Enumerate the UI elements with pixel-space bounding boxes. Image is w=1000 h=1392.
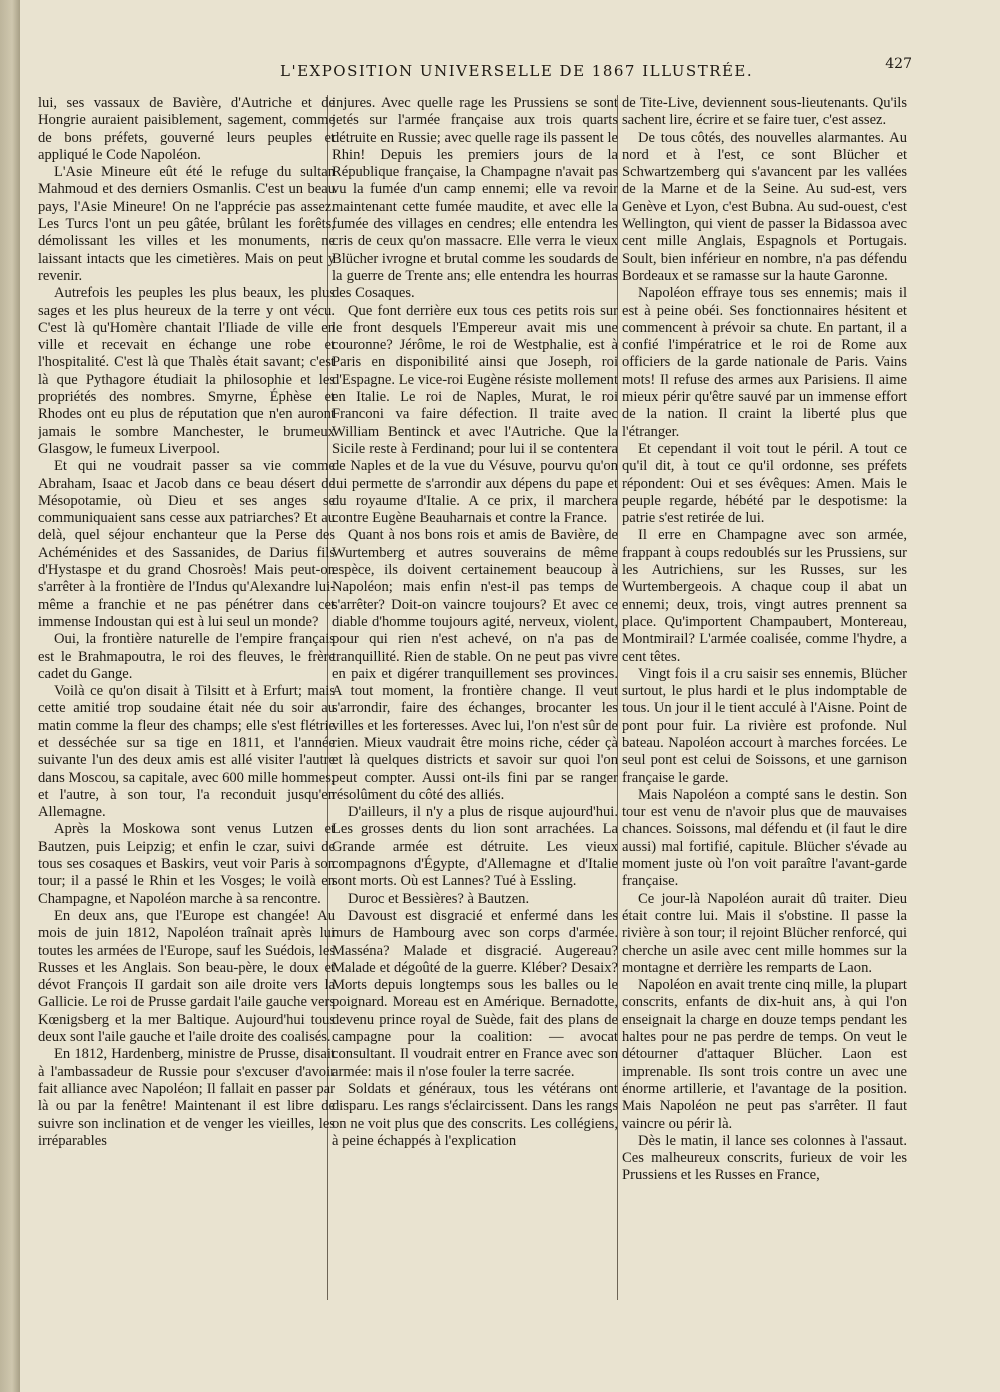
text-column-3 [622, 95, 907, 1300]
paragraph: Voilà ce qu'on disait à Tilsitt et à Erfurt; mais cette amitié trop soudaine était née du soir au matin comme la fleur des champs; elle s'est flétrie et desséchée sur sa tige en 1811, et l'année suivante l'un des deux amis est allé visiter l'autre dans Moscou, sa capitale, avec 600 mille hommes; et l'autre, à son tour, l'a reconduit jusqu'en Allemagne. [38, 683, 335, 821]
paragraph: Dès le matin, il lance ses colonnes à l'assaut. Ces malheureux conscrits, furieux de voir les Prussiens et les Russes en France, [622, 1132, 907, 1184]
paragraph: Duroc et Bessières? à Bautzen. [348, 890, 530, 907]
paragraph: de Tite-Live, deviennent sous-lieutenants. Qu'ils sachent lire, écrire et se faire tuer, c'est assez. [622, 95, 907, 129]
paragraph: L'Asie Mineure eût été le refuge du sultan Mahmoud et des derniers Osmanlis. C'est un beau pays, l'Asie Mineure! On ne l'apprécie pas assez. Les Turcs l'ont un peu gâtée, brûlant les forêts, démolissant les villes et les monuments, ne laissant intacts que les cimetières. Mais on peut y revenir. [38, 164, 335, 284]
newspaper-page [20, 0, 1000, 1392]
paragraph: Mais Napoléon a compté sans le destin. Son tour est venu de n'avoir plus que de mauvaises chances. Soissons, mal défendu et (il faut le dire aussi) mal fortifié, capitule. Blücher s'évade au moment juste où l'on voit paraître l'avant-garde française. [622, 786, 907, 890]
paragraph: Autrefois les peuples les plus beaux, les plus sages et les plus heureux de la terre y ont vécu. C'est là qu'Homère chantait l'Iliade de ville en ville et recevait en échange une robe et l'hospitalité. C'est là que Thalès était savant; c'est là que Pythagore étudiait la philosophie et les propriétés des nombres. Smyrne, Éphèse et Rhodes ont eu plus de réputation que n'en auront jamais le sombre Manchester, le brumeux Glasgow, le fumeux Liverpool. [38, 285, 335, 457]
paragraph: Soldats et généraux, tous les vétérans ont disparu. Les rangs s'éclaircissent. Dans les rangs on ne voit plus que des conscrits. Les collégiens, à peine échappés à l'explication [332, 1080, 618, 1149]
paragraph: Napoléon effraye tous ses ennemis; mais il est à peine obéi. Ses fonctionnaires hésitent et commencent à prévoir sa chute. En partant, il a confié l'impératrice et le roi de Rome aux officiers de la garde nationale de Paris. Vains mots! Il refuse des armes aux Parisiens. Il aime mieux périr qu'être sauvé par un immense effort de la nation. Il craint la liberté plus que l'étranger. [622, 285, 907, 440]
paragraph: D'ailleurs, il n'y a plus de risque aujourd'hui. Les grosses dents du lion sont arrachées. La Grande armée est détruite. Les vieux compagnons d'Égypte, d'Allemagne et d'Italie sont morts. Où est Lannes? Tué à Essling. [332, 804, 618, 890]
paragraph: Que font derrière eux tous ces petits rois sur le front desquels l'Empereur avait mis une couronne? Jérôme, le roi de Westphalie, est à Paris en disponibilité ainsi que Joseph, roi d'Espagne. Le vice-roi Eugène résiste mollement en Italie. Le roi de Naples, Murat, le roi Franconi va faire défection. Il traite avec William Bentinck et avec l'Autriche. Que la Sicile reste à Ferdinand; pour lui il se contentera de Naples et de la vue du Vésuve, pourvu qu'on lui permette de s'arrondir aux dépens du pape et du royaume d'Italie. A ce prix, il marchera contre Eugène Beauharnais et contre la France. [332, 302, 618, 527]
paragraph: En deux ans, que l'Europe est changée! Au mois de juin 1812, Napoléon traînait après lui toutes les armées de l'Europe, sauf les Suédois, les Russes et les Anglais. Son beau-père, le doux et dévot François II gardait son aile droite vers la Gallicie. Le roi de Prusse gardait l'aile gauche vers Kœnigsberg et la mer Baltique. Aujourd'hui tous deux sont l'aile gauche et l'aile droite des coalisés. [38, 907, 335, 1046]
page-header [252, 56, 912, 86]
paragraph: Il erre en Champagne avec son armée, frappant à coups redoublés sur les Prussiens, sur les Autrichiens, sur les Russes, sur les Wurtembergeois. A chaque coup il abat un ennemi; deux, trois, vingt autres prennent sa place. Qu'importent Champaubert, Montereau, Montmirail? L'armée coalisée, comme l'hydre, a cent têtes. [622, 527, 907, 665]
paragraph: injures. Avec quelle rage les Prussiens se sont jetés sur l'armée française aux trois quarts détruite en Russie; avec quelle rage ils passent le Rhin! Depuis les premiers jours de la République française, la Champagne n'avait pas vu la fumée d'un camp ennemi; elle va revoir maintenant cette fumée maudite, et avec elle la fumée des villages en cendres; elle entendra les cris de ceux qu'on massacre. Elle verra le vieux Blücher ivrogne et brutal comme les soudards de la guerre de Trente ans; elle entendra les hourras des Cosaques. [332, 95, 618, 302]
paragraph: Et qui ne voudrait passer sa vie comme Abraham, Isaac et Jacob dans ce beau désert de Mésopotamie, où Dieu et ses anges se communiquaient sans cesse aux patriarches? Et au delà, quel séjour enchanteur que la Perse des Achéménides et des Sassanides, de Darius fils d'Hystaspe et du grand Chosroès! Mais peut-on s'arrêter à la frontière de l'Indus qu'Alexandre lui-même a franchie et ne pas pénétrer dans cet immense Indoustan qui est à lui seul un monde? [38, 458, 335, 630]
paragraph: Après la Moskowa sont venus Lutzen et Bautzen, puis Leipzig; et enfin le czar, suivi de tous ses cosaques et Baskirs, veut voir Paris à son tour; il a passé le Rhin et les Vosges; le voilà en Champagne, et Napoléon marche à sa rencontre. [38, 821, 335, 907]
paragraph: Davoust est disgracié et enfermé dans les murs de Hambourg avec son corps d'armée. Masséna? Malade et disgracié. Augereau? Malade et dégoûté de la guerre. Kléber? Desaix? Morts depuis longtemps sous les balles ou le poignard. Moreau est en Amérique. Bernadotte, devenu prince royal de Suède, fait des plans de campagne pour la coalition: — avocat consultant. Il voudrait entrer en France avec son armée: mais il n'ose fouler la terre sacrée. [332, 907, 618, 1080]
paragraph: De tous côtés, des nouvelles alarmantes. Au nord et à l'est, ce sont Blücher et Schwartzemberg qui s'avancent par les vallées de la Marne et de la Seine. Au sud-est, vers Genève et Lyon, c'est Bubna. Au sud-ouest, c'est Wellington, qui vient de passer la Bidassoa avec cent mille Anglais, Espagnols et Portugais. Soult, bien inférieur en nombre, n'a pas défendu Bordeaux et se ramasse sur la haute Garonne. [622, 129, 907, 284]
text-column-1 [38, 95, 335, 1300]
paragraph: Et cependant il voit tout le péril. A tout ce qu'il dit, à tout ce qu'il ordonne, ses préfets répondent: Oui et ses évêques: Amen. Mais le peuple regarde, hébété par le despotisme: la patrie s'est retirée de lui. [622, 440, 907, 527]
text-column-2 [332, 95, 618, 1300]
paragraph: Ce jour-là Napoléon aurait dû traiter. Dieu était contre lui. Mais il s'obstine. Il passe la rivière à son tour; il rejoint Blücher renforcé, qui cherche un asile avec cent mille hommes sur la montagne et derrière les remparts de Laon. [622, 890, 907, 976]
paragraph: Oui, la frontière naturelle de l'empire français est le Brahmapoutra, le roi des fleuves, le frère cadet du Gange. [38, 631, 335, 682]
paragraph: En 1812, Hardenberg, ministre de Prusse, disait à l'ambassadeur de Russie pour s'excuser d'avoir fait alliance avec Napoléon; Il fallait en passer par là ou par la fenêtre! Maintenant il est libre de suivre son inclination et de venger les vieilles, les irréparables [38, 1046, 335, 1149]
paragraph: lui, ses vassaux de Bavière, d'Autriche et de Hongrie auraient paisiblement, sagement, comme de bons préfets, gouverné leurs peuples et appliqué le Code Napoléon. [38, 95, 335, 163]
previous-page-edge [0, 0, 21, 1392]
paragraph: Vingt fois il a cru saisir ses ennemis, Blücher surtout, le plus hardi et le plus indomptable de tous. Un jour il le tient acculé à l'Aisne. Point de pont pour fuir. La rivière est profonde. Nul bateau. Napoléon accourt à marches forcées. Le seul pont est celui de Soissons, et une garnison française le garde. [622, 665, 907, 786]
paragraph: Napoléon en avait trente cinq mille, la plupart conscrits, enfants de dix-huit ans, à qui l'on enseignait la charge en douze temps pendant les haltes pour ne pas perdre de temps. On veut le détourner d'attaquer Blücher. Laon est imprenable. Ils sont trois contre un avec une énorme artillerie, et l'avantage de la position. Mais Napoléon ne peut pas s'arrêter. Il faut vaincre ou périr là. [622, 977, 907, 1132]
running-title: L'EXPOSITION UNIVERSELLE DE 1867 ILLUSTRÉE. [280, 62, 754, 80]
paragraph: Quant à nos bons rois et amis de Bavière, de Wurtemberg et autres souverains de même espèce, ils doivent certainement beaucoup à Napoléon; mais enfin n'est-il pas temps de s'arrêter? Doit-on vaincre toujours? Et avec ce diable d'homme toujours agité, nerveux, violent, pour qui rien n'est achevé, on n'a pas de tranquillité. Rien de stable. On ne peut pas vivre en paix et digérer tranquillement ses provinces. A tout moment, la frontière change. Il veut s'arrondir, faire des échanges, brocanter les villes et les forteresses. Avec lui, l'on n'est sûr de rien. Mieux vaudrait être moins riche, céder çà et là quelques districts et savoir sur quoi l'on peut compter. Aussi ont-ils fini par se ranger résolûment du côté des alliés. [332, 527, 618, 803]
page-number: 427 [885, 56, 912, 72]
